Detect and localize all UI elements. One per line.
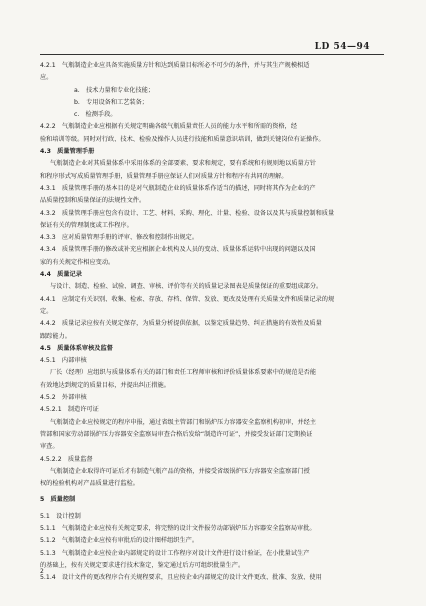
text-line: 的基础上，按有关规定要求进行技术鉴定，鉴定通过后方可组织批量生产。 [40, 561, 245, 569]
text-line: 4.3.1 质量管理手册的基本目的是对气瓶制造企业的质量体系作适当的描述，同时将其作为企业的产 [40, 184, 316, 192]
section-heading: 4.5 质量体系审核及监督 [40, 344, 113, 352]
text-line: 4.3.3 应对质量管理手册的评审、修改和控制作出规定。 [40, 234, 199, 242]
text-line: 应。 [40, 74, 53, 82]
text-line: 气瓶制造企业应按规定的程序申报，通过省级主管部门和锅炉压力容器安全监察机构初审，并经主 [50, 418, 317, 426]
text-line: 有效地达到规定的质量目标，并提出纠正措施。 [40, 381, 170, 389]
standard-code: LD 54—94 [314, 42, 370, 52]
text-line: c. 检测手段。 [74, 111, 117, 119]
text-line: 家的有关规定作相应变动。 [40, 258, 115, 266]
text-line: 4.4.1 应制定有关识别、收集、检索、存放、存档、保管、发放、更改及处理有关质量文件和质量记录的规 [40, 295, 335, 303]
section-heading: 5 质量控制 [40, 496, 76, 504]
text-line: 气瓶制造企业取得许可证后才有制造气瓶产品的资格，并接受省级锅炉压力容器安全监察部门授 [50, 467, 310, 475]
text-line: 5.1.4 设计文件的更改程序合有关规程要求，且应按企业内部规定的设计文件更改、批准、发放、使用 [40, 574, 322, 582]
text-line: 权的检验机构对产品质量进行监检。 [40, 480, 139, 488]
text-line: 4.5.1 内部审核 [40, 357, 87, 365]
text-line: 管部和国家劳动部锅炉压力容器安全监察局审查合格后发给“制造许可证”，并接受发证部门定期换证 [40, 430, 313, 438]
header-rule [40, 54, 384, 55]
text-line: 与设计、制造、检验、试验、调查、审核、评价等有关的质量记录图表是质量保证的重要组成部分。 [50, 283, 323, 291]
page-number: 2 [40, 568, 44, 575]
text-line: 保证有关的管理制度或工作程序。 [40, 221, 133, 229]
text-line: 气瓶制造企业对其质量体系中采用体系的全部要素、要求和规定，要有系统和有规则地以质量方针 [50, 160, 317, 168]
text-line: 5.1.2 气瓶制造企业应按有审批后的设计图样组织生产。 [40, 537, 199, 545]
text-line: 定。 [40, 307, 53, 315]
text-line: 4.5.2 外部审核 [40, 394, 87, 402]
text-line: 5.1 设计控制 [40, 512, 81, 520]
text-line: 4.5.2.1 制造许可证 [40, 406, 99, 414]
text-line: 厂长（经理）应组织与质量体系有关的部门和责任工程师审核和评价质量体系要素中的规范是否能 [50, 369, 317, 377]
text-line: 4.2.2 气瓶制造企业应根据有关规定明确各级气瓶质量责任人员的能力水平和所需的资格，经 [40, 123, 298, 131]
text-line: 4.5.2.2 质量监督 [40, 455, 93, 463]
text-line: 跟踪能力。 [40, 332, 71, 340]
text-line: 和程序形式写成质量管理手册，质量管理手册应保证人们对质量方针和程序有共同的理解。 [40, 172, 288, 180]
text-line: b. 专用设备和工艺装备； [74, 98, 148, 106]
text-line: 4.2.1 气瓶制造企业应具备实施质量方针和达到质量目标所必不可少的条件，并与其生产规模相适 [40, 62, 310, 69]
section-heading: 4.4 质量记录 [40, 271, 82, 279]
text-line: 审查。 [40, 443, 59, 451]
text-line: a. 技术力量和专业化技能； [74, 86, 155, 94]
text-line: 5.1.3 气瓶制造企业应按企业内部规定的设计工作程序对设计文件进行设计验证，在小批量试生产 [40, 549, 310, 557]
text-line: 验和培训等级。同时对行政、技术、检验及操作人员进行技能和质量意识培训，做到关键岗位有证操作。 [40, 135, 325, 143]
document-body [40, 60, 384, 584]
text-line: 4.3.4 质量管理手册的修改或补充应根据企业机构及人员的变动、质量体系运转中出现的问题以及国 [40, 246, 316, 254]
text-line: 4.3.2 质量管理手册应包含有设计、工艺、材料、采购、理化、计量、检验、设备以及其与质量控制和质量 [40, 209, 335, 217]
text-line: 4.4.2 质量记录应按有关规定保存，为质量分析提供依据，以鉴定质量趋势、纠正措施的有效性及质量 [40, 320, 322, 328]
text-line: 品质量控制和质量保证的法规性文件。 [40, 197, 146, 205]
section-heading: 4.3 质量管理手册 [40, 148, 95, 156]
text-line: 5.1.1 气瓶制造企业应按有关规定要求，将完整的设计文件报劳动部锅炉压力容器安全监察局审批。 [40, 524, 316, 532]
